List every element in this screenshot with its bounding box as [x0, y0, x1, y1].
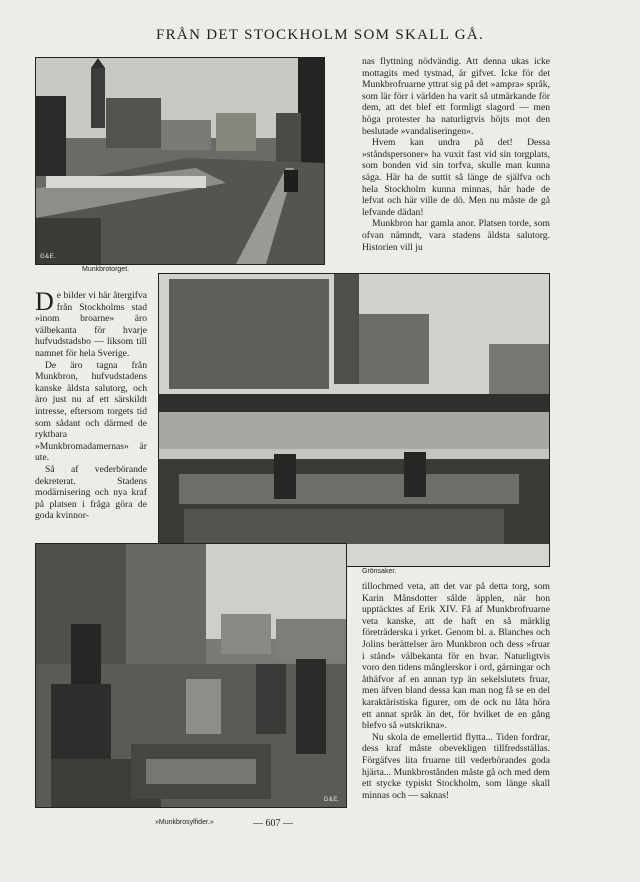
paragraph: Så af vederbörande dekreterat. Stadens modärnisering och nya kraf på platsen i fråga göra de goda kvinnor- — [35, 463, 147, 522]
paragraph: Hvem kan undra på det! Dessa »ståndspersoner» ha vuxit fast vid sin torgplats, som bonden vid sin torfva, skulle man kunna säga. Här ha de suttit så länge de själfva och hela Stockholm kunna minnas, här hade de lefvat och här ville de dö. Men nu måste de gå lefvande dädan! — [362, 137, 550, 218]
photo-caption: Munkbrotorget. — [82, 266, 130, 273]
paragraph: De äro tagna från Munkbron, hufvudstadens kanske äldsta salutorg, och äro just nu af ett särskildt intresse, eftersom torgets tid som sådant och därmed de ryktbara »Munkbromadamernas» är ute. — [35, 359, 147, 464]
photo-munkbrosylfider — [35, 543, 347, 808]
munkbrosylfider-image — [36, 544, 346, 807]
munkbrotorget-image — [36, 58, 324, 264]
page-title: FRÅN DET STOCKHOLM SOM SKALL GÅ. — [155, 27, 485, 43]
gronsaker-image — [159, 274, 549, 566]
paragraph: tillochmed veta, att det var på detta torg, som Karin Månsdotter sålde äpplen, när hon upptäcktes af Erik XIV. Få af Munkbrofruarne veta kanske, att de haft en så märklig företräderska i yrket. Genom bl. a. Blanches och Jolins berättelser äro Munkbron och dess »fruar i stånd» välbekanta för en hvar. Naturligtvis voro den tidens månglerskor i ord, gärningar och åthäfvor af en annan typ än sekelslutets fruar, men äfven bland dessa kan man nog få se en del karaktäristiska figurer, om de ock nu låta höra ett annat språk än det, för hvilket de en gång blefvo så »utskrikna». — [362, 581, 550, 732]
photo-munkbrotorget — [35, 57, 325, 265]
text-column-left — [35, 287, 147, 522]
page-number: — 607 — — [253, 818, 293, 829]
paragraph: Nu skola de emellertid flytta... Tiden fordrar, dess kraf måste obevekligen tillfredsställas. Förgäfves lita fruarne till vederbörandes goda hjärta... Munkbrostånden måste gå och med dem ett stycke typiskt Stockholm, som länge skall minnas och — saknas! — [362, 731, 550, 801]
paragraph: nas flyttning nödvändig. Att denna ukas icke mottagits med tystnad, är gifvet. Icke för det Munkbrofruarne yttrat sig på det »ampra» språk, som lär förr i världen ha varit så utmärkande för dem, att det blef ett formligt slagord — men höga protester ha naturligtvis höjts mot den beslutade »vandaliseringen». — [362, 56, 550, 137]
text-column-top-right — [362, 56, 550, 253]
photo-watermark: G&E. — [40, 254, 57, 260]
text-column-bottom-right — [362, 581, 550, 801]
photo-caption: Grönsaker. — [362, 568, 397, 575]
photo-watermark: G&E. — [323, 797, 340, 803]
photo-caption: »Munkbrosylfider.» — [155, 819, 214, 826]
paragraph: e bilder vi här återgifva från Stockholms stad »inom broarne» äro välbekanta för hvarje hufvudstadsbo — liksom till namnet för hela Sverige. — [35, 290, 147, 359]
drop-cap: D — [35, 287, 54, 316]
photo-gronsaker — [158, 273, 550, 567]
paragraph: Munkbron har gamla anor. Platsen torde, som ofvan nämndt, vara stadens äldsta salutorg. Historien vill ju — [362, 218, 550, 253]
